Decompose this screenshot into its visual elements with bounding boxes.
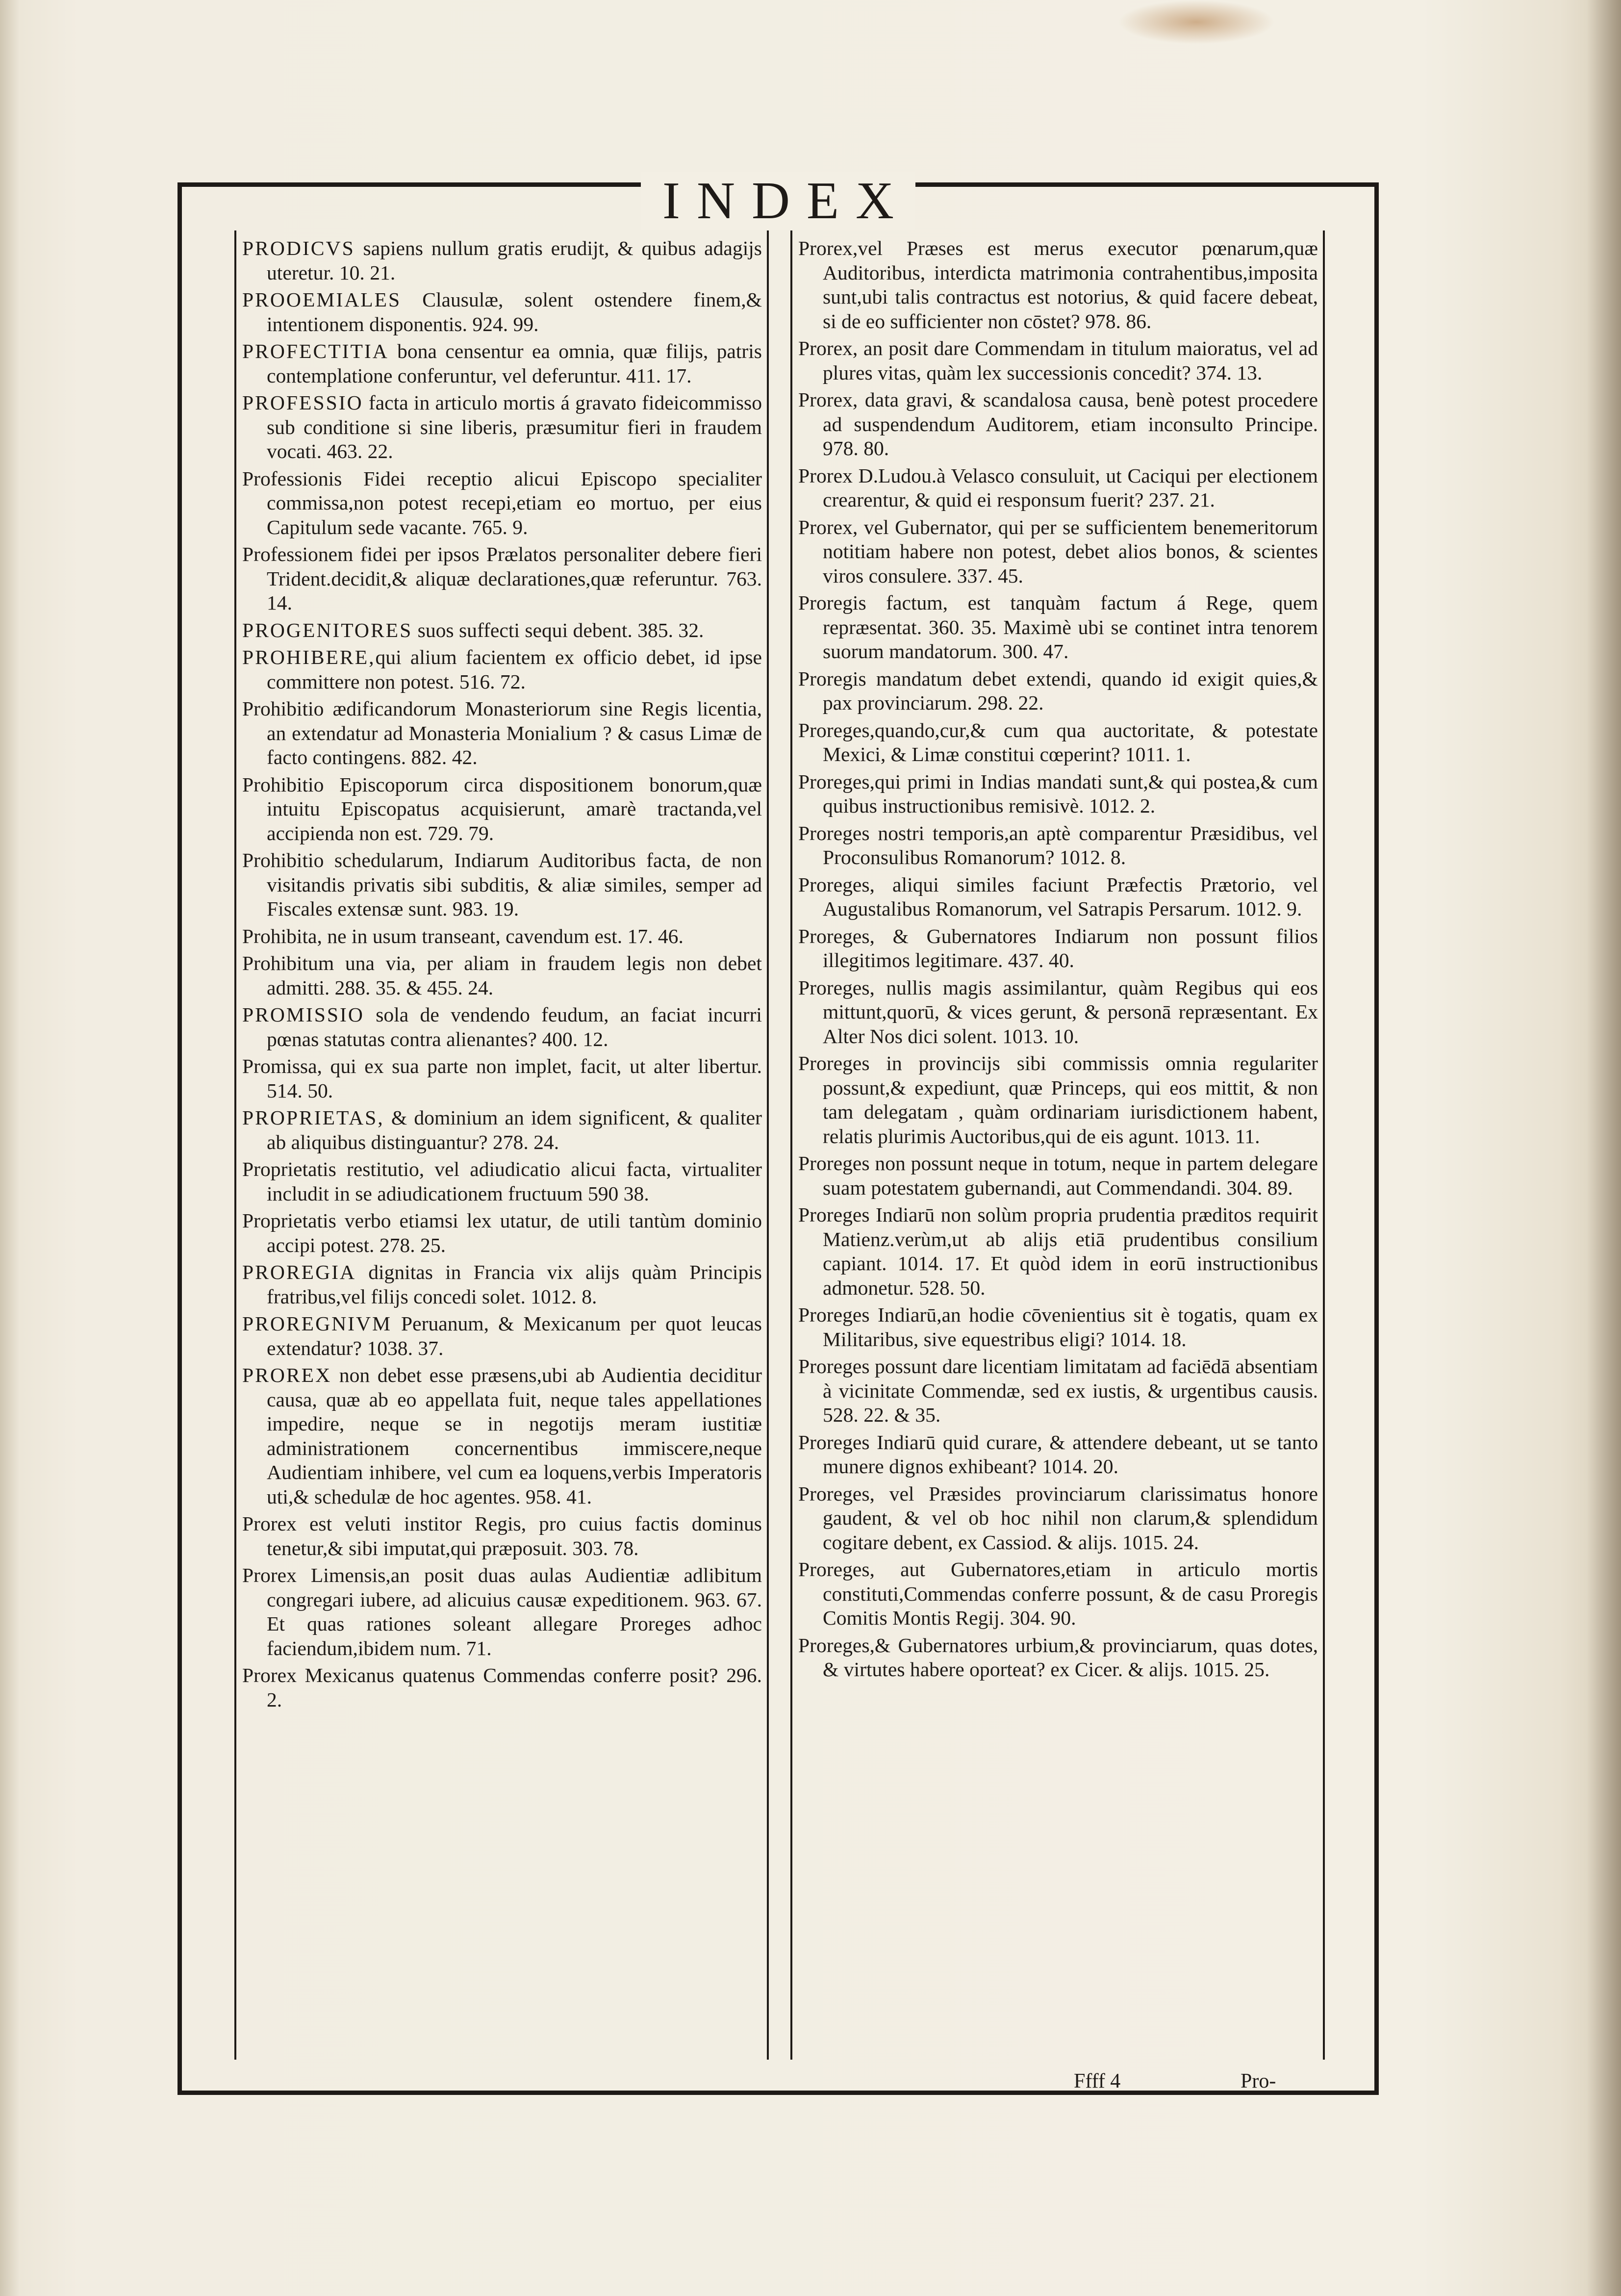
entry-text: Prorex,vel Præses est merus executor pœnarum,quæ Auditoribus, interdicta matrimonia contrahentibus,imposita sunt,ubi talis contractus est notorius, & quid facere debeat, si de eo sufficienter non cōstet? 978. 86. [798,237,1318,332]
entry-headword: PRODICVS [242,237,355,259]
entry-text: Professionis Fidei receptio alicui Episcopo specialiter commissa,non potest recepi,etiam eo mortuo, per eius Capitulum sede vacante. 765. 9. [242,467,762,538]
index-entry [798,1051,1318,1148]
entry-headword: PROREGIA [242,1261,356,1283]
entry-text: Clausulæ, solent ostendere finem,& intentionem disponentis. 924. 99. [267,288,762,335]
index-entry [798,1482,1318,1555]
entry-text: Proreges, aut Gubernatores,etiam in articulo mortis constituti,Commendas conferre possunt, & de casu Proregis Comitis Montis Regij. 304. 90. [798,1558,1318,1629]
index-entry [798,515,1318,588]
entry-text: Proregis mandatum debet extendi, quando id exigit quies,& pax provinciarum. 298. 22. [798,667,1318,714]
index-entry [242,1157,762,1206]
page-title [177,172,1379,230]
index-entry [798,924,1318,973]
index-entry [242,1563,762,1660]
index-entry [242,773,762,846]
entry-headword: PROOEMIALES [242,288,402,311]
index-entry [798,1151,1318,1200]
index-entry [242,951,762,1000]
entry-text: Prorex Limensis,an posit duas aulas Audientiæ adlibitum congregari iubere, ad alicuius causæ expeditionem. 963. 67. Et quas rationes soleant allegare Proreges adhoc faciendum,ibidem num. 71. [242,1564,762,1659]
index-entry [242,618,762,643]
entry-text: Proreges,quando,cur,& cum qua auctoritate, & potestate Mexici, & Limæ constitui cœperint? 1011. 1. [798,718,1318,765]
entry-text: Prohibitio ædificandorum Monasteriorum sine Regis licentia, an extendatur ad Monasteria Monialium ? & casus Limæ de facto contingens. 882. 42. [242,697,762,768]
index-entry [798,873,1318,921]
entry-text: Promissa, qui ex sua parte non implet, facit, ut alter libertur. 514. 50. [242,1055,762,1102]
index-entry [798,464,1318,512]
index-entry [242,645,762,694]
entry-headword: PROFESSIO [242,391,363,414]
index-entry [242,1363,762,1509]
entry-text: Proregis factum, est tanquàm factum á Rege, quem repræsentat. 360. 35. Maximè ubi se continet intra tenorem suorum mandatorum. 300. 47. [798,591,1318,663]
index-entry [242,1260,762,1309]
index-entry [242,542,762,615]
index-entry [242,1312,762,1360]
entry-text: Proreges Indiarū quid curare, & attendere debeant, ut se tanto munere dignos exhibeant? 1014. 20. [798,1430,1318,1478]
entry-text: Prohibita, ne in usum transeant, cavendum est. 17. 46. [242,924,684,947]
index-entry [798,1557,1318,1631]
index-entry [242,697,762,770]
entry-text: qui alium facientem ex officio debet, id ipse committere non potest. 516. 72. [267,646,762,693]
entry-headword: PROREX [242,1364,332,1386]
index-entry [798,718,1318,767]
index-entry [242,848,762,921]
index-entry [242,391,762,464]
index-entry [798,1303,1318,1352]
entry-text: Proreges possunt dare licentiam limitatam ad faciēdā absentiam à vicinitate Commendæ, sed ex iustis, & urgentibus causis. 528. 22. & 35. [798,1355,1318,1426]
index-entry [798,976,1318,1049]
entry-text: non debet esse præsens,ubi ab Audientia deciditur causa, quæ ab eo appellata fuit, neque tales appellationes impedire, neque se in negotijs meram iustitiæ administrationem concernentibus immiscere,neque Audientiam inhibere, vel cum ea loquens,verbis Imperatoris uti,& schedulæ de hoc agentes. 958. 41. [267,1364,762,1508]
index-entry [242,1003,762,1051]
entry-text: Prorex est veluti institor Regis, pro cuius factis dominus tenetur,& sibi imputat,qui præposuit. 303. 78. [242,1512,762,1559]
entry-text: sapiens nullum gratis erudijt, & quibus adagijs uteretur. 10. 21. [267,237,762,284]
entry-text: Proreges nostri temporis,an aptè comparentur Præsidibus, vel Proconsulibus Romanorum? 1012. 8. [798,821,1318,868]
entry-text: Prorex, data gravi, & scandalosa causa, benè potest procedere ad suspendendum Auditorem, etiam inconsulto Principe. 978. 80. [798,388,1318,459]
entry-text: Prorex, vel Gubernator, qui per se sufficientem benemeritorum notitiam habere non potest, debet alios bonos, & scientes viros consulere. 337. 45. [798,515,1318,587]
index-entry [798,1203,1318,1300]
page-edge-shadow [1587,0,1621,2296]
entry-headword: PROFECTITIA [242,340,389,362]
index-entry [242,1054,762,1103]
entry-text: bona censentur ea omnia, quæ filijs, patris contemplatione conferuntur, vel deferuntur. 411. 17. [267,340,762,387]
entry-text: Prohibitum una via, per aliam in fraudem legis non debet admitti. 288. 35. & 455. 24. [242,952,762,999]
index-column-right [798,236,1318,1685]
entry-text: facta in articulo mortis á gravato fideicommisso sub conditione si sine liberis, præsumitur fieri in fraudem vocati. 463. 22. [267,391,762,462]
entry-text: Proprietatis restitutio, vel adiudicatio alicui facta, virtualiter includit in se adiudicationem fructuum 590 38. [242,1158,762,1205]
signature-mark: Ffff 4 [1074,2070,1121,2092]
index-entry [798,667,1318,715]
entry-text: Proreges Indiarū non solùm propria prudentia præditos requirit Matienz.verùm,ut ab alijs etiā prudentibus consilium capiant. 1014. 17. Et quòd idem in eorū instructionibus admonetur. 528. 50. [798,1203,1318,1299]
index-entry [242,1106,762,1154]
catchword: Pro- [1241,2070,1276,2092]
page-stain [1118,0,1275,44]
index-entry [242,236,762,285]
entry-text: Proreges,qui primi in Indias mandati sunt,& qui postea,& cum quibus instructionibus remisivè. 1012. 2. [798,770,1318,817]
index-entry [798,236,1318,333]
entry-text: Proreges non possunt neque in totum, neque in partem delegare suam potestatem gubernandi, aut Commendandi. 304. 89. [798,1152,1318,1199]
index-entry [242,1209,762,1257]
entry-headword: PROHIBERE, [242,646,376,668]
entry-headword: PROPRIETAS, [242,1106,384,1129]
index-entry [242,288,762,336]
index-entry [242,924,762,949]
index-column-left [242,236,762,1715]
entry-text: Proreges, vel Præsides provinciarum clarissimatus honore gaudent, & vel ob hoc nihil non clarum,& splendidum cogitare debent, ex Cassiod. & alijs. 1015. 24. [798,1482,1318,1554]
entry-text: Peruanum, & Mexicanum per quot leucas extendatur? 1038. 37. [267,1312,762,1359]
index-entry [798,591,1318,664]
entry-text: Proprietatis verbo etiamsi lex utatur, de utili tantùm dominio accipi potest. 278. 25. [242,1209,762,1256]
entry-headword: PROGENITORES [242,618,413,641]
index-entry [798,770,1318,818]
index-entry [798,1633,1318,1682]
entry-text: Prohibitio Episcoporum circa dispositionem bonorum,quæ intuitu Episcopatus acquisierunt, amarè tractanda,vel accipienda non est. 729. 79. [242,773,762,844]
entry-text: dignitas in Francia vix alijs quàm Principis fratribus,vel filijs concedi solet. 1012. 8. [267,1261,762,1308]
index-entry [242,1512,762,1560]
index-entry [798,1354,1318,1428]
entry-text: sola de vendendo feudum, an faciat incurri pœnas statutas contra alienantes? 400. 12. [267,1003,762,1050]
entry-text: Proreges,& Gubernatores urbium,& provinciarum, quas dotes, & virtutes habere oporteat? ex Cicer. & alijs. 1015. 25. [798,1633,1318,1681]
index-entry [798,388,1318,461]
index-entry [798,1430,1318,1479]
page-title-text: INDEX [641,172,915,230]
entry-text: Proreges in provincijs sibi commissis omnia regulariter possunt,& expediunt, quæ Princeps, qui eos mittit, & non tam delegatam , quàm ordinariam iurisdictionem habent, relatis plurimis Auctoribus,qui de eis agunt. 1013. 11. [798,1052,1318,1148]
index-entry [798,336,1318,385]
entry-text: Prorex D.Ludou.à Velasco consuluit, ut Caciqui per electionem crearentur, & quid ei responsum fuerit? 237. 21. [798,464,1318,511]
index-entry [242,467,762,540]
entry-text: Proreges, nullis magis assimilantur, quàm Regibus qui eos mittunt,quorū, & vices gerunt, & personā repræsentant. Ex Alter Nos dici solent. 1013. 10. [798,976,1318,1047]
index-entry [242,1663,762,1712]
entry-text: Prorex, an posit dare Commendam in titulum maioratus, vel ad plures vitas, quàm lex successionis concedit? 374. 13. [798,337,1318,384]
entry-text: Professionem fidei per ipsos Prælatos personaliter debere fieri Trident.decidit,& aliquæ declarationes,quæ referuntur. 763. 14. [242,543,762,614]
entry-text: Prorex Mexicanus quatenus Commendas conferre posit? 296. 2. [242,1664,762,1711]
entry-text: Proreges, & Gubernatores Indiarum non possunt filios illegitimos legitimare. 437. 40. [798,924,1318,971]
entry-text: Proreges, aliqui similes faciunt Præfectis Prætorio, vel Augustalibus Romanorum, vel Satrapis Persarum. 1012. 9. [798,873,1318,920]
entry-text: & dominium an idem significent, & qualiter ab aliquibus distinguantur? 278. 24. [267,1106,762,1153]
entry-headword: PROMISSIO [242,1003,364,1026]
index-entry [798,821,1318,870]
entry-text: Prohibitio schedularum, Indiarum Auditoribus facta, de non visitandis privatis sibi subditis, & aliæ similes, semper ad Fiscales extensæ sunt. 983. 19. [242,849,762,920]
entry-text: suos suffecti sequi debent. 385. 32. [412,618,704,641]
entry-headword: PROREGNIVM [242,1312,392,1335]
index-entry [242,339,762,388]
entry-text: Proreges Indiarū,an hodie cōvenientius sit è togatis, quam ex Militaribus, sive equestribus eligi? 1014. 18. [798,1303,1318,1351]
